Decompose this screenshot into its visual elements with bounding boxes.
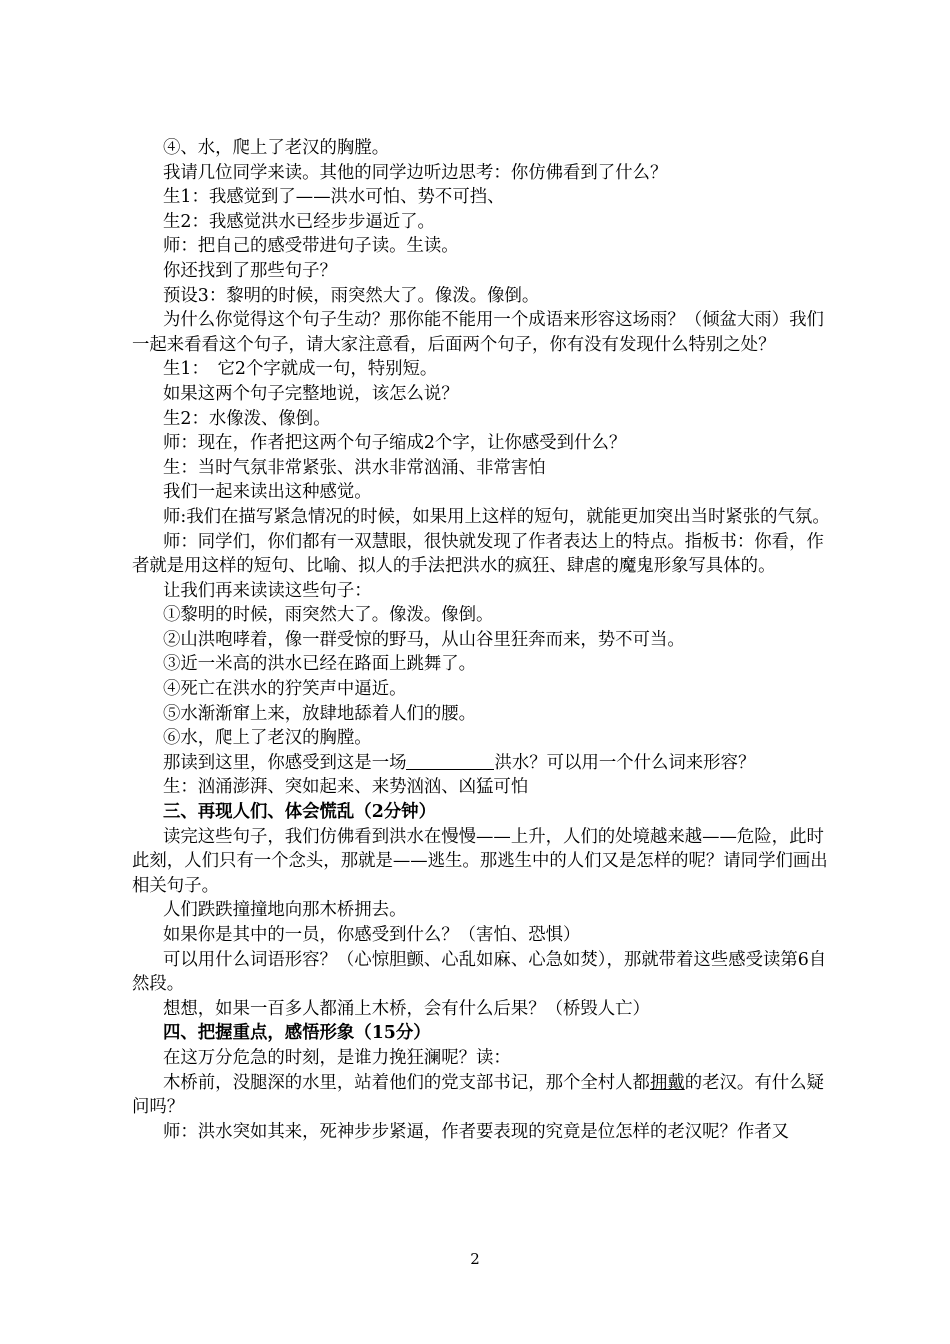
list-item: ③近一米高的洪水已经在路面上跳舞了。	[163, 654, 477, 675]
underlined-word: 拥戴	[649, 1072, 685, 1093]
text-line: 生：汹涌澎湃、突如起来、来势汹汹、凶猛可怕	[163, 777, 529, 798]
text-fragment: 洪水？可以用一个什么词来形容？	[494, 752, 756, 773]
text-line: 生：当时气氛非常紧张、洪水非常汹涌、非常害怕	[163, 457, 546, 478]
text-line	[132, 751, 832, 776]
text-line: 师：把自己的感受带进句子读。生读。	[163, 236, 459, 257]
text-paragraph: 师：同学们，你们都有一双慧眼，很快就发现了作者表达上的特点。指板书：你看，作者就是用这样的短句、比喻、拟人的手法把洪水的疯狂、肆虐的魔鬼形象写具体的。	[132, 531, 824, 577]
text-line: 我们一起来读出这种感觉。	[163, 482, 372, 503]
text-line: 如果你是其中的一员，你感受到什么？（害怕、恐惧）	[163, 925, 581, 945]
text-line: 生2：水像泼、像倒。	[163, 408, 331, 429]
list-item: ⑥水，爬上了老汉的胸膛。	[163, 728, 372, 749]
text-fragment: 那读到这里，你感受到这是一场	[163, 752, 407, 773]
text-line: 人们跌跌撞撞地向那木桥拥去。	[163, 900, 407, 921]
text-line: 如果这两个句子完整地说，该怎么说？	[163, 383, 459, 404]
text-line: 预设3：黎明的时候，雨突然大了。像泼。像倒。	[163, 285, 540, 306]
text-line: 生2：我感觉洪水已经步步逼近了。	[163, 211, 435, 232]
text-paragraph: 为什么你觉得这个句子生动？那你能不能用一个成语来形容这场雨？（倾盆大雨）我们一起来看看这个句子，请大家注意看，后面两个句子，你有没有发现什么特别之处？	[132, 310, 824, 355]
text-paragraph: 读完这些句子，我们仿佛看到洪水在慢慢——上升，人们的处境越来越——危险，此时此刻，人们只有一个念头，那就是——逃生。那逃生中的人们又是怎样的呢？请同学们画出相关句子。	[132, 826, 828, 896]
text-paragraph	[132, 1071, 832, 1120]
list-item: ②山洪咆哮着，像一群受惊的野马，从山谷里狂奔而来，势不可当。	[163, 629, 685, 650]
fill-in-blank	[406, 753, 494, 770]
text-fragment: 木桥前，没腿深的水里，站着他们的党支部书记，那个全村人都	[163, 1072, 650, 1093]
list-item: ⑤水渐渐窜上来，放肆地舔着人们的腰。	[163, 703, 477, 724]
text-line: 我请几位同学来读。其他的同学边听边思考：你仿佛看到了什么？	[163, 162, 668, 183]
text-line: ④、水，爬上了老汉的胸膛。	[163, 138, 390, 158]
text-paragraph: 师:我们在描写紧急情况的时候，如果用上这样的短句，就能更加突出当时紧张的气氛。	[163, 506, 830, 527]
text-fragment: 的老汉。有什么疑问吗？	[132, 1072, 824, 1118]
text-line: 想想，如果一百多人都涌上木桥，会有什么后果？（桥毁人亡）	[163, 998, 650, 1019]
document-body	[132, 136, 832, 1144]
text-line: 师：洪水突如其来，死神步步紧逼，作者要表现的究竟是位怎样的老汉呢？作者又	[163, 1121, 790, 1142]
list-item: ④死亡在洪水的狞笑声中逼近。	[163, 679, 407, 700]
text-line: 你还找到了那些句子？	[163, 260, 337, 281]
text-line: 生1： 它2个字就成一句，特别短。	[163, 359, 438, 380]
text-line: 师：现在，作者把这两个句子缩成2个字，让你感受到什么？	[163, 433, 627, 454]
section-heading: 四、把握重点，感悟形象（15分）	[163, 1023, 431, 1044]
text-line: 生1：我感觉到了——洪水可怕、势不可挡、	[163, 187, 505, 208]
text-line: 让我们再来读读这些句子：	[163, 580, 372, 601]
list-item: ①黎明的时候，雨突然大了。像泼。像倒。	[163, 605, 494, 626]
text-paragraph: 可以用什么词语形容？（心惊胆颤、心乱如麻、心急如焚），那就带着这些感受读第6自然段。	[132, 949, 827, 995]
section-heading: 三、再现人们、体会慌乱（2分钟）	[163, 802, 436, 823]
page-number: 2	[470, 1250, 480, 1268]
text-line: 在这万分危急的时刻，是谁力挽狂澜呢？读：	[163, 1047, 511, 1068]
